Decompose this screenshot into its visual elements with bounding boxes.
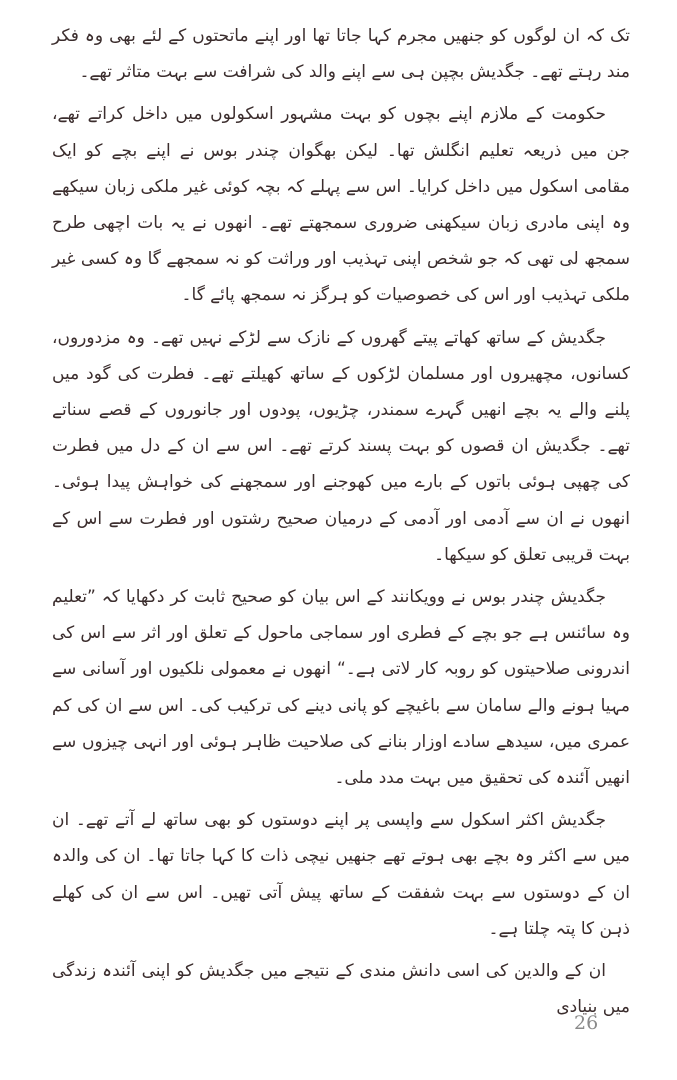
paragraph-3: جگدیش کے ساتھ کھاتے پیتے گھروں کے نازک سے لڑکے نہیں تھے۔ وہ مزدوروں، کسانوں، مچھیروں اور مسلمان لڑکوں کے ساتھ کھیلتے تھے۔ فطرت کی گود میں پلنے والے یہ بچے انھیں گہرے سمندر، چڑیوں، پودوں اور جانوروں کے قصے سناتے تھے۔ جگدیش ان قصوں کو بہت پسند کرتے تھے۔ اس سے ان کے دل میں فطرت کی چھپی ہوئی باتوں کے بارے میں کھوجنے اور سمجھنے کی خواہش پیدا ہوئی۔ انھوں نے ان سے آدمی اور آدمی کے درمیان صحیح رشتوں اور فطرت سے اس کے بہت قریبی تعلق کو سیکھا۔: [52, 327, 630, 565]
paragraph-2: حکومت کے ملازم اپنے بچوں کو بہت مشہور اسکولوں میں داخل کراتے تھے، جن میں ذریعہ تعلیم انگلش تھا۔ لیکن بھگوان چندر بوس نے اپنے بچے کو ایک مقامی اسکول میں داخل کرایا۔ اس سے پہلے کہ بچہ کوئی غیر ملکی زبان سیکھے وہ اپنی مادری زبان سیکھنی ضروری سمجھتے تھے۔ انھوں نے یہ بات اچھی طرح سمجھ لی تھی کہ جو شخص اپنی تہذیب اور وراثت کو نہ سمجھے گا وہ کسی غیر ملکی تہذیب اور اس کی خصوصیات کو ہرگز نہ سمجھ پائے گا۔: [52, 104, 630, 306]
paragraph-1: تک کہ ان لوگوں کو جنھیں مجرم کہا جاتا تھا اور اپنے ماتحتوں کے لئے بھی وہ فکر مند رہتے تھے۔ جگدیش بچپن ہی سے اپنے والد کی شرافت سے بہت متاثر تھے۔: [52, 26, 630, 83]
page-number: 26: [574, 1012, 599, 1034]
paragraph-4: جگدیش چندر بوس نے وویکانند کے اس بیان کو صحیح ثابت کر دکھایا کہ ”تعلیم وہ سائنس ہے جو بچے کے فطری اور سماجی ماحول کے تعلق اور اثر سے اس کی اندرونی صلاحیتوں کو روبہ کار لاتی ہے۔“ انھوں نے معمولی نلکیوں اور آسانی سے مہیا ہونے والے سامان سے باغیچے کو پانی دینے کی ترکیب کی۔ اس سے ان کی کم عمری میں، سیدھے سادے اوزار بنانے کی صلاحیت ظاہر ہوئی اور انہی چیزوں سے انھیں آئندہ کی تحقیق میں بہت مدد ملی۔: [52, 587, 630, 789]
body-text: [52, 18, 630, 1031]
paragraph-6: ان کے والدین کی اسی دانش مندی کے نتیجے میں جگدیش کو اپنی آئندہ زندگی میں بنیادی: [52, 961, 630, 1018]
paragraph-5: جگدیش اکثر اسکول سے واپسی پر اپنے دوستوں کو بھی ساتھ لے آتے تھے۔ ان میں سے اکثر وہ بچے بھی ہوتے تھے جنھیں نیچی ذات کا کہا جاتا تھا۔ ان کی والدہ ان کے دوستوں سے بہت شفقت کے ساتھ پیش آتی تھیں۔ اس سے ان کی کھلے ذہن کا پتہ چلتا ہے۔: [52, 810, 630, 939]
